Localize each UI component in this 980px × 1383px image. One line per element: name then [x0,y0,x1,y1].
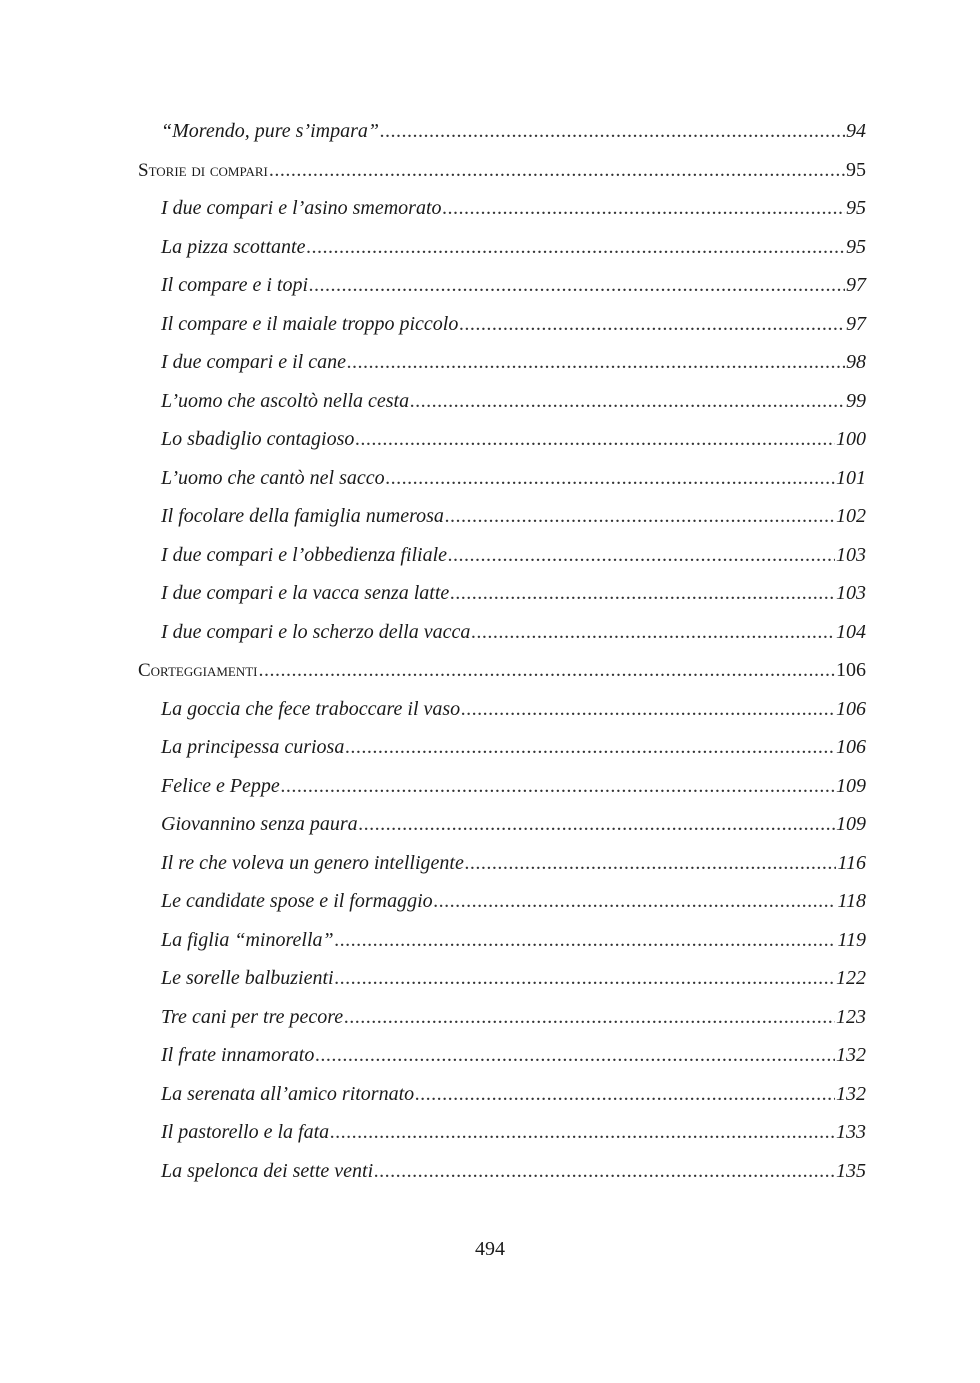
toc-row [138,382,866,421]
toc-row [138,728,866,767]
toc-entry-title: L’uomo che ascoltò nella cesta [161,389,410,412]
toc-page-number: 95 [846,158,866,181]
toc-page-number: 98 [846,351,866,373]
toc-page-number: 100 [836,428,866,450]
dot-leader [386,459,835,498]
dot-leader [450,574,835,613]
table-of-contents [138,112,866,1190]
toc-row [138,844,866,883]
toc-entry-title: I due compari e la vacca senza latte [161,582,450,604]
toc-page-number: 103 [836,582,866,604]
toc-page-number: 118 [837,890,866,912]
toc-entry-title: “Morendo, pure s’impara” [161,120,379,142]
toc-row [138,1152,866,1191]
toc-entry-title: Storie di compari [138,159,268,181]
dot-leader [410,382,845,421]
dot-leader [306,228,845,267]
dot-leader [347,343,845,382]
dot-leader [471,613,835,652]
toc-entry-title: Felice e Peppe [161,774,280,797]
toc-row [138,1036,866,1075]
toc-entry-title: I due compari e l’asino smemorato [161,197,442,219]
toc-entry-title: La figlia “minorella” [161,928,334,951]
toc-entry-title: Le sorelle balbuzienti [161,967,334,989]
toc-entry-title: Il frate innamorato [161,1044,315,1066]
toc-page-number: 99 [846,389,866,412]
toc-row [138,343,866,382]
toc-row [138,1075,866,1114]
toc-page-number: 132 [836,1082,866,1105]
toc-page-number: 95 [846,235,866,258]
toc-row [138,266,866,305]
toc-page-number: 119 [837,928,866,951]
toc-page-number: 132 [836,1044,866,1066]
toc-page-number: 103 [836,543,866,566]
toc-row [138,112,866,151]
toc-row [138,651,866,690]
toc-entry-title: Giovannino senza paura [161,813,358,835]
toc-page-number: 102 [836,505,866,527]
toc-entry-title: La goccia che fece traboccare il vaso [161,697,461,720]
toc-entry-title: I due compari e lo scherzo della vacca [161,620,471,643]
toc-row [138,1113,866,1152]
toc-entry-title: I due compari e il cane [161,351,346,373]
toc-row [138,420,866,459]
toc-page-number: 133 [836,1121,866,1143]
toc-row [138,189,866,228]
dot-leader [448,536,835,575]
toc-page-number: 106 [836,736,866,758]
page-number: 494 [475,1238,505,1260]
toc-entry-title: Corteggiamenti [138,660,258,681]
dot-leader [359,805,835,844]
toc-page-number: 116 [837,851,866,874]
toc-entry-title: La pizza scottante [161,235,306,258]
dot-leader [259,651,836,690]
dot-leader [344,998,835,1037]
toc-entry-title: Il compare e i topi [161,274,309,296]
toc-row [138,959,866,998]
dot-leader [380,112,845,151]
toc-row [138,574,866,613]
toc-page-number: 106 [836,697,866,720]
toc-row [138,998,866,1037]
toc-row [138,536,866,575]
dot-leader [459,305,845,344]
toc-page-number: 123 [836,1005,866,1028]
dot-leader [355,420,835,459]
toc-page-number: 135 [836,1159,866,1182]
toc-page-number: 97 [846,312,866,335]
toc-page-number: 104 [836,620,866,643]
toc-entry-title: I due compari e l’obbedienza filiale [161,543,448,566]
dot-leader [465,844,837,883]
toc-entry-title: L’uomo che cantò nel sacco [161,466,385,489]
toc-row [138,228,866,267]
toc-entry-title: Le candidate spose e il formaggio [161,890,433,912]
dot-leader [281,767,835,806]
toc-entry-title: Tre cani per tre pecore [161,1005,344,1028]
toc-row [138,921,866,960]
dot-leader [374,1152,835,1191]
dot-leader [461,690,835,729]
dot-leader [345,728,835,767]
toc-page-number: 109 [836,813,866,835]
toc-page-number: 101 [836,466,866,489]
toc-page-number: 106 [836,659,866,681]
toc-entry-title: Il focolare della famiglia numerosa [161,505,444,527]
dot-leader [445,497,835,536]
dot-leader [434,882,837,921]
dot-leader [315,1036,835,1075]
toc-row [138,882,866,921]
toc-entry-title: La principessa curiosa [161,736,345,758]
dot-leader [335,959,835,998]
toc-row [138,497,866,536]
toc-entry-title: Il re che voleva un genero intelligente [161,851,464,874]
dot-leader [330,1113,835,1152]
toc-row [138,305,866,344]
dot-leader [335,921,837,960]
toc-row [138,459,866,498]
dot-leader [309,266,845,305]
toc-page-number: 94 [846,120,866,142]
toc-row [138,805,866,844]
toc-entry-title: Lo sbadiglio contagioso [161,428,355,450]
toc-entry-title: La serenata all’amico ritornato [161,1082,415,1105]
dot-leader [415,1075,835,1114]
toc-page-number: 95 [846,197,866,219]
dot-leader [443,189,845,228]
toc-entry-title: Il compare e il maiale troppo piccolo [161,312,459,335]
toc-entry-title: La spelonca dei sette venti [161,1159,374,1182]
toc-row [138,767,866,806]
dot-leader [269,151,845,190]
toc-page-number: 109 [836,774,866,797]
toc-row [138,151,866,190]
toc-row [138,613,866,652]
toc-page-number: 122 [836,967,866,989]
toc-entry-title: Il pastorello e la fata [161,1121,330,1143]
toc-page-number: 97 [846,274,866,296]
toc-row [138,690,866,729]
